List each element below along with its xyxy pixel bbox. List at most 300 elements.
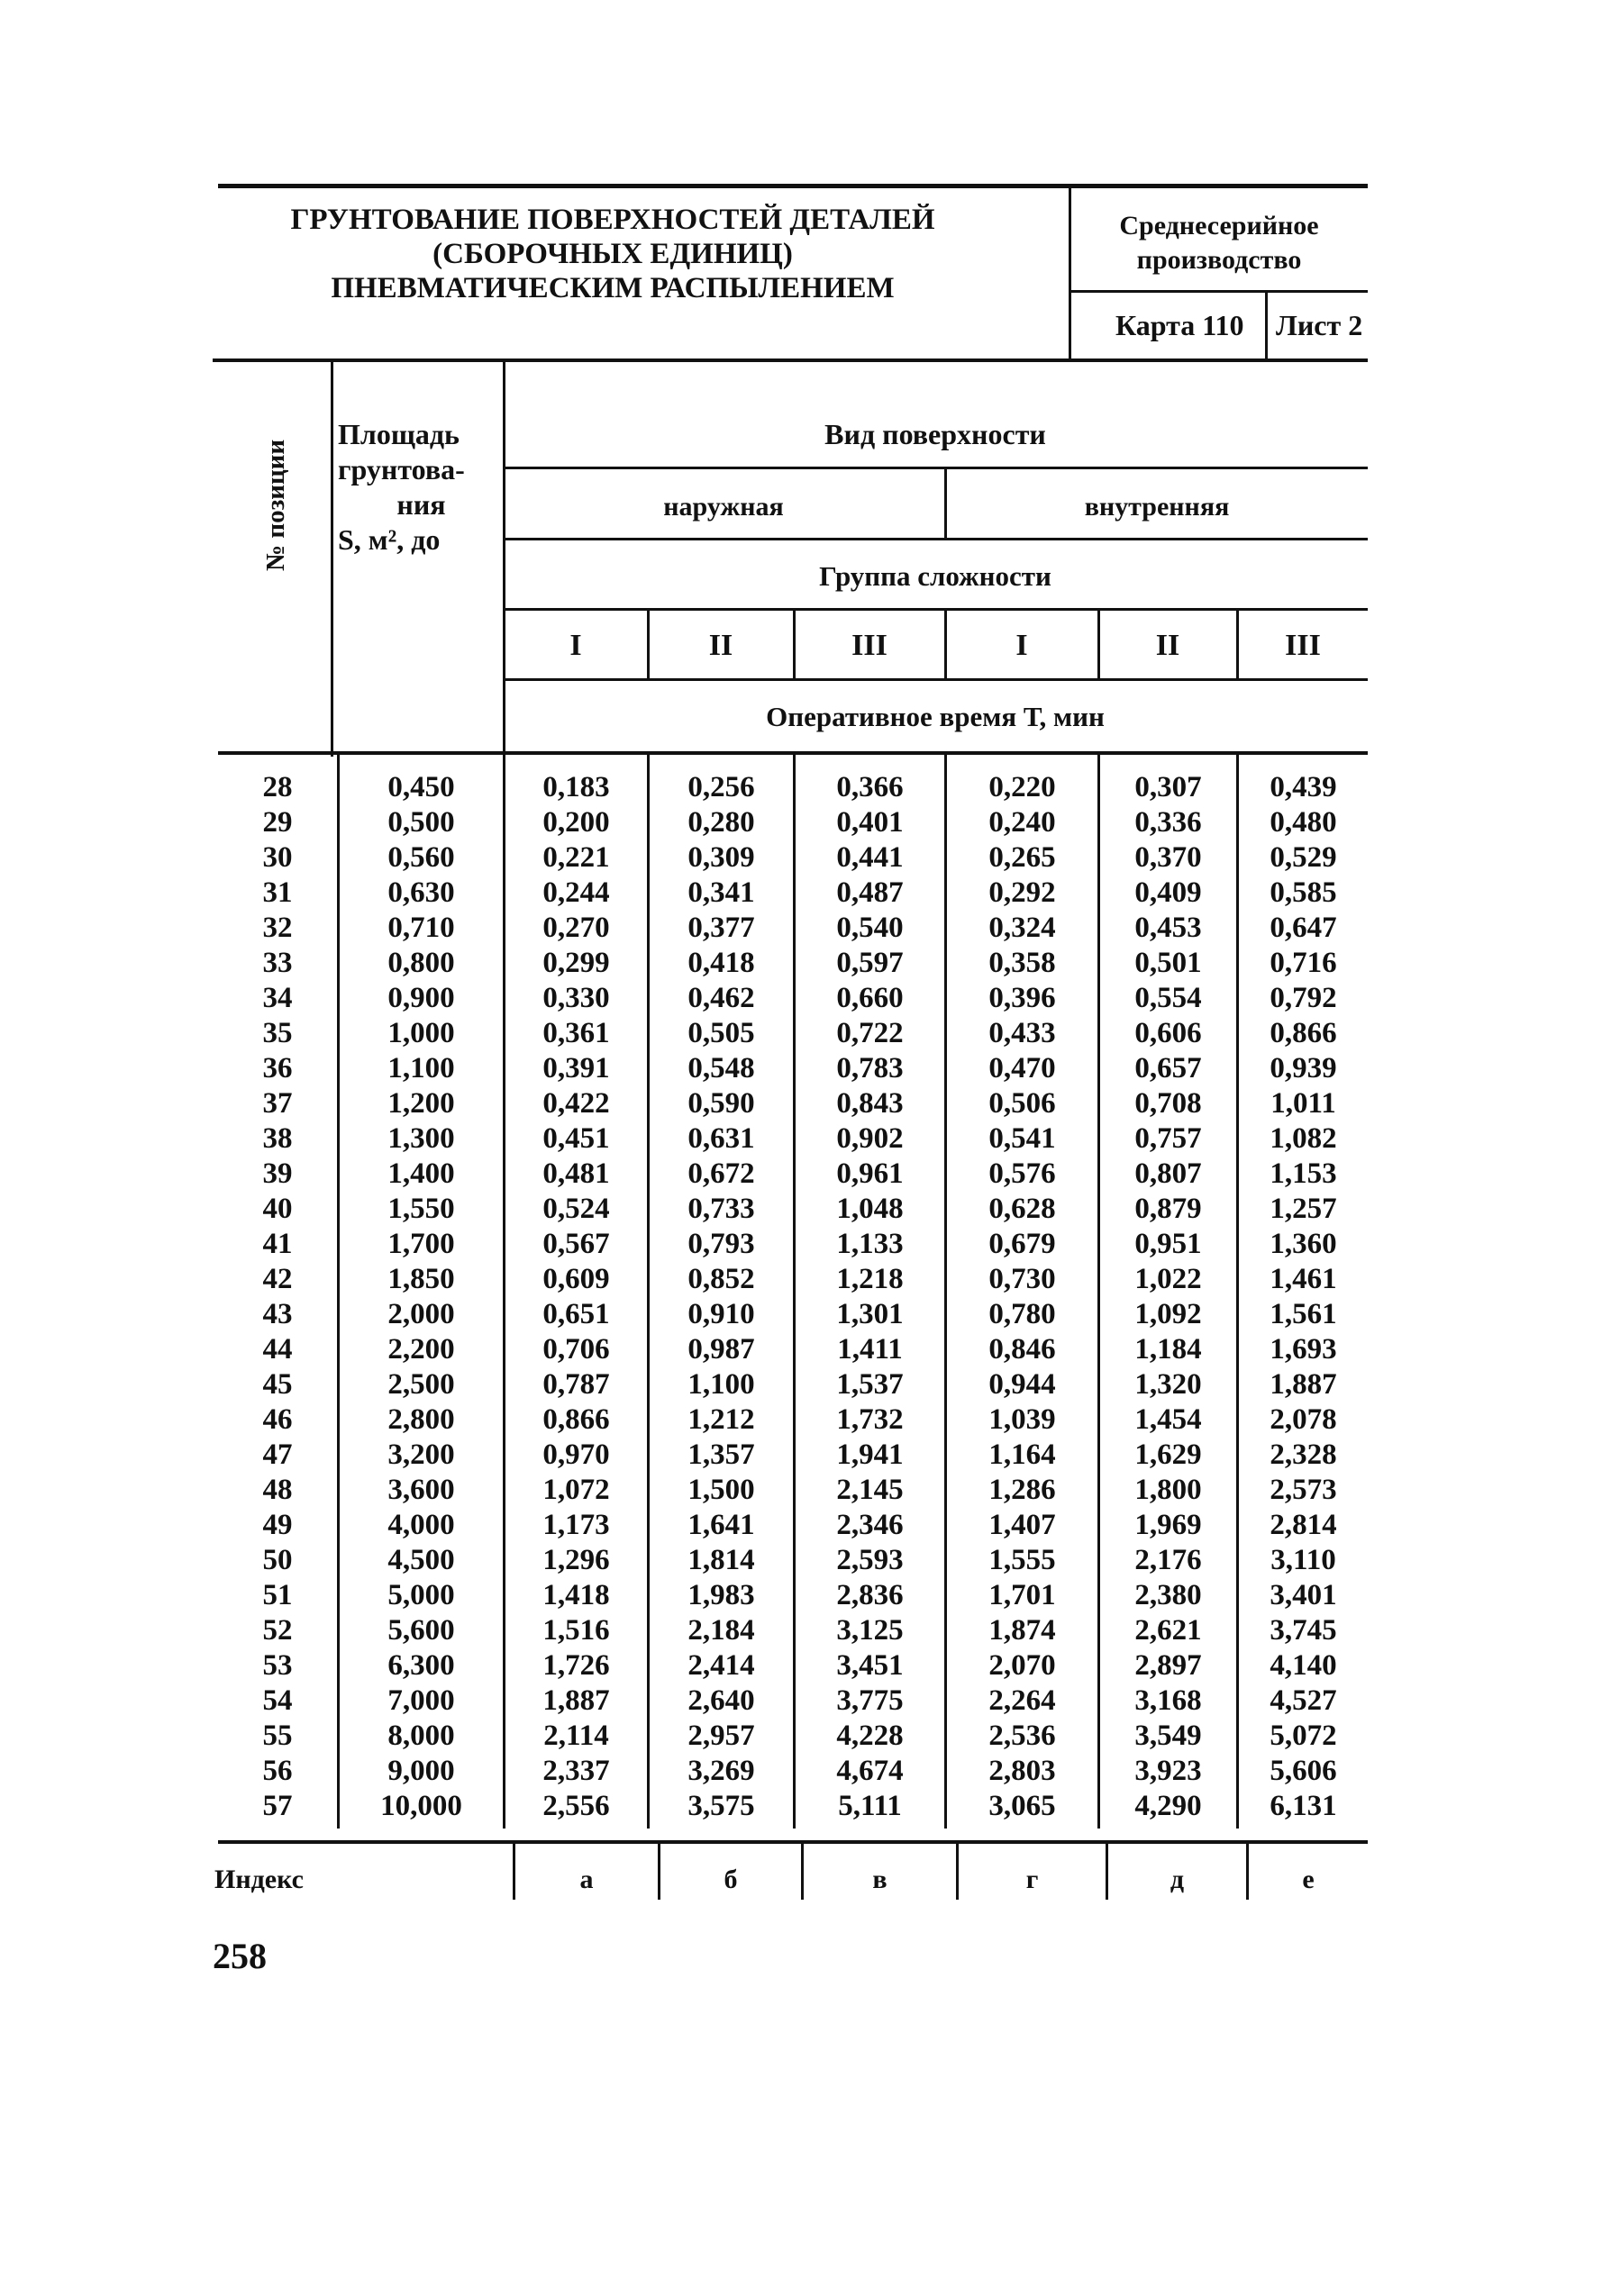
production-line-1: Среднесерийное — [1119, 211, 1319, 240]
cell-inner-ii: 1,022 — [1134, 1263, 1202, 1295]
cell-outer-ii: 1,983 — [687, 1579, 755, 1611]
cell-outer-ii: 1,500 — [687, 1474, 755, 1506]
cell-outer-i: 0,706 — [542, 1333, 610, 1366]
title-line-3: ПНЕВМАТИЧЕСКИМ РАСПЫЛЕНИЕМ — [331, 272, 895, 304]
cell-outer-i: 0,866 — [542, 1403, 610, 1436]
cell-area: 9,000 — [387, 1755, 455, 1787]
top-rule — [218, 184, 1368, 188]
cell-inner-iii: 3,401 — [1270, 1579, 1337, 1611]
cell-outer-ii: 0,590 — [687, 1087, 755, 1120]
cell-inner-iii: 5,072 — [1270, 1720, 1337, 1752]
cell-position: 55 — [262, 1720, 293, 1752]
cell-outer-ii: 0,418 — [687, 947, 755, 979]
cell-area: 7,000 — [387, 1684, 455, 1717]
cell-inner-i: 2,803 — [988, 1755, 1056, 1787]
col-divider-position — [331, 360, 333, 757]
cell-area: 3,200 — [387, 1438, 455, 1471]
table-row — [0, 1016, 1602, 1051]
cell-area: 0,630 — [387, 876, 455, 909]
cell-area: 8,000 — [387, 1720, 455, 1752]
cell-outer-iii: 4,228 — [836, 1720, 904, 1752]
cell-inner-ii: 3,923 — [1134, 1755, 1202, 1787]
cell-outer-iii: 0,722 — [836, 1017, 904, 1049]
cell-inner-i: 1,164 — [988, 1438, 1056, 1471]
cell-outer-iii: 1,218 — [836, 1263, 904, 1295]
cell-area: 2,000 — [387, 1298, 455, 1330]
group-header-outer-ii: II — [708, 629, 733, 662]
cell-position: 40 — [262, 1193, 293, 1225]
sheet-number: Лист 2 — [1276, 309, 1363, 341]
cell-inner-ii: 1,320 — [1134, 1368, 1202, 1401]
cell-outer-ii: 0,548 — [687, 1052, 755, 1084]
cell-inner-ii: 1,969 — [1134, 1509, 1202, 1541]
cell-outer-ii: 1,814 — [687, 1544, 755, 1576]
table-row — [0, 1121, 1602, 1157]
cell-inner-iii: 1,257 — [1270, 1193, 1337, 1225]
table-row — [0, 1578, 1602, 1613]
cell-outer-ii: 3,575 — [687, 1790, 755, 1822]
cell-outer-ii: 1,212 — [687, 1403, 755, 1436]
card-sheet-divider — [1265, 290, 1268, 360]
cell-outer-i: 0,609 — [542, 1263, 610, 1295]
cell-inner-i: 0,358 — [988, 947, 1056, 979]
cell-area: 1,850 — [387, 1263, 455, 1295]
cell-outer-i: 0,299 — [542, 947, 610, 979]
table-row — [0, 981, 1602, 1016]
cell-outer-i: 0,422 — [542, 1087, 610, 1120]
cell-outer-iii: 3,775 — [836, 1684, 904, 1717]
cell-inner-iii: 1,887 — [1270, 1368, 1337, 1401]
cell-outer-iii: 0,660 — [836, 982, 904, 1014]
cell-inner-i: 0,396 — [988, 982, 1056, 1014]
cell-area: 10,000 — [380, 1790, 462, 1822]
cell-inner-ii: 1,454 — [1134, 1403, 1202, 1436]
cell-outer-iii: 2,346 — [836, 1509, 904, 1541]
cell-outer-iii: 4,674 — [836, 1755, 904, 1787]
table-row — [0, 1192, 1602, 1227]
table-row — [0, 1297, 1602, 1332]
cell-inner-ii: 0,501 — [1134, 947, 1202, 979]
table-row — [0, 1648, 1602, 1683]
cell-inner-ii: 4,290 — [1134, 1790, 1202, 1822]
cell-position: 28 — [262, 771, 293, 803]
cell-outer-ii: 0,631 — [687, 1122, 755, 1155]
cell-inner-iii: 0,529 — [1270, 841, 1337, 874]
surface-type-header: Вид поверхности — [824, 418, 1046, 450]
cell-inner-iii: 4,140 — [1270, 1649, 1337, 1682]
table-row — [0, 1157, 1602, 1192]
cell-area: 1,000 — [387, 1017, 455, 1049]
cell-outer-i: 0,183 — [542, 771, 610, 803]
cell-inner-ii: 0,708 — [1134, 1087, 1202, 1120]
cell-inner-i: 0,628 — [988, 1193, 1056, 1225]
cell-inner-i: 2,264 — [988, 1684, 1056, 1717]
cell-outer-i: 0,567 — [542, 1228, 610, 1260]
cell-outer-ii: 1,641 — [687, 1509, 755, 1541]
cell-inner-ii: 0,370 — [1134, 841, 1202, 874]
cell-outer-ii: 0,733 — [687, 1193, 755, 1225]
cell-area: 0,560 — [387, 841, 455, 874]
cell-area: 4,000 — [387, 1509, 455, 1541]
cell-area: 1,700 — [387, 1228, 455, 1260]
table-row — [0, 1789, 1602, 1824]
area-line-3: ния — [396, 488, 446, 521]
cell-outer-ii: 0,505 — [687, 1017, 755, 1049]
cell-inner-i: 1,555 — [988, 1544, 1056, 1576]
group-header-inner-ii: II — [1155, 629, 1180, 662]
cell-inner-i: 0,470 — [988, 1052, 1056, 1084]
cell-outer-ii: 2,957 — [687, 1720, 755, 1752]
cell-position: 29 — [262, 806, 293, 839]
cell-outer-i: 1,173 — [542, 1509, 610, 1541]
cell-inner-iii: 3,110 — [1270, 1544, 1336, 1576]
table-row — [0, 1367, 1602, 1402]
cell-outer-i: 2,337 — [542, 1755, 610, 1787]
cell-outer-iii: 1,732 — [836, 1403, 904, 1436]
cell-inner-iii: 6,131 — [1270, 1790, 1337, 1822]
index-letter-f: е — [1302, 1865, 1315, 1894]
title-line-2: (СБОРОЧНЫХ ЕДИНИЦ) — [432, 238, 793, 270]
cell-inner-ii: 2,621 — [1134, 1614, 1202, 1647]
cell-inner-iii: 2,078 — [1270, 1403, 1337, 1436]
group-header-outer-i: I — [569, 629, 582, 662]
cell-outer-iii: 0,783 — [836, 1052, 904, 1084]
cell-area: 0,900 — [387, 982, 455, 1014]
table-row — [0, 911, 1602, 946]
cell-inner-i: 0,846 — [988, 1333, 1056, 1366]
cell-outer-ii: 0,987 — [687, 1333, 755, 1366]
outer-surface-header: наружная — [663, 492, 784, 522]
cell-area: 3,600 — [387, 1474, 455, 1506]
cell-inner-i: 0,730 — [988, 1263, 1056, 1295]
cell-outer-ii: 2,414 — [687, 1649, 755, 1682]
cell-outer-i: 1,296 — [542, 1544, 610, 1576]
cell-inner-i: 0,220 — [988, 771, 1056, 803]
cell-position: 47 — [262, 1438, 293, 1471]
cell-inner-iii: 4,527 — [1270, 1684, 1337, 1717]
table-row — [0, 1332, 1602, 1367]
cell-outer-iii: 2,145 — [836, 1474, 904, 1506]
cell-outer-i: 0,244 — [542, 876, 610, 909]
cell-outer-iii: 0,366 — [836, 771, 904, 803]
cell-inner-iii: 2,573 — [1270, 1474, 1337, 1506]
table-row — [0, 946, 1602, 981]
table-row — [0, 840, 1602, 876]
cell-position: 46 — [262, 1403, 293, 1436]
cell-outer-ii: 1,100 — [687, 1368, 755, 1401]
cell-outer-i: 1,887 — [542, 1684, 610, 1717]
cell-inner-ii: 0,554 — [1134, 982, 1202, 1014]
table-row — [0, 1543, 1602, 1578]
cell-inner-ii: 0,757 — [1134, 1122, 1202, 1155]
cell-position: 33 — [262, 947, 293, 979]
cell-outer-i: 2,556 — [542, 1790, 610, 1822]
cell-inner-ii: 3,168 — [1134, 1684, 1202, 1717]
table-row — [0, 1683, 1602, 1719]
cell-inner-i: 0,506 — [988, 1087, 1056, 1120]
cell-outer-ii: 0,910 — [687, 1298, 755, 1330]
table-row — [0, 1262, 1602, 1297]
group-header-outer-iii: III — [851, 629, 887, 662]
cell-inner-ii: 0,879 — [1134, 1193, 1202, 1225]
cell-area: 4,500 — [387, 1544, 455, 1576]
cell-inner-ii: 2,380 — [1134, 1579, 1202, 1611]
cell-inner-iii: 1,153 — [1270, 1157, 1337, 1190]
index-rule — [218, 1840, 1368, 1844]
cell-outer-iii: 1,133 — [836, 1228, 904, 1260]
cell-outer-iii: 0,902 — [836, 1122, 904, 1155]
cell-inner-iii: 3,745 — [1270, 1614, 1337, 1647]
cell-inner-iii: 1,082 — [1270, 1122, 1337, 1155]
cell-inner-ii: 3,549 — [1134, 1720, 1202, 1752]
cell-inner-i: 2,070 — [988, 1649, 1056, 1682]
table-row — [0, 876, 1602, 911]
cell-position: 56 — [262, 1755, 293, 1787]
cell-position: 30 — [262, 841, 293, 874]
cell-outer-iii: 1,048 — [836, 1193, 904, 1225]
operative-time-header: Оперативное время Т, мин — [766, 701, 1105, 732]
cell-inner-ii: 0,409 — [1134, 876, 1202, 909]
cell-inner-i: 0,780 — [988, 1298, 1056, 1330]
cell-inner-iii: 1,461 — [1270, 1263, 1337, 1295]
cell-area: 2,200 — [387, 1333, 455, 1366]
cell-inner-ii: 1,800 — [1134, 1474, 1202, 1506]
cell-position: 42 — [262, 1263, 293, 1295]
cell-inner-i: 0,265 — [988, 841, 1056, 874]
index-letter-b: б — [724, 1865, 738, 1894]
table-row — [0, 805, 1602, 840]
index-label: Индекс — [214, 1865, 304, 1894]
cell-outer-iii: 3,125 — [836, 1614, 904, 1647]
cell-inner-ii: 0,606 — [1134, 1017, 1202, 1049]
cell-outer-i: 0,361 — [542, 1017, 610, 1049]
cell-inner-i: 0,433 — [988, 1017, 1056, 1049]
cell-outer-ii: 0,280 — [687, 806, 755, 839]
production-line-2: производство — [1136, 245, 1302, 275]
index-letter-c: в — [872, 1865, 887, 1894]
cell-outer-ii: 0,462 — [687, 982, 755, 1014]
cell-outer-i: 0,651 — [542, 1298, 610, 1330]
area-column-header — [338, 417, 505, 558]
cell-inner-iii: 0,439 — [1270, 771, 1337, 803]
cell-inner-iii: 1,561 — [1270, 1298, 1337, 1330]
cell-inner-i: 1,286 — [988, 1474, 1056, 1506]
cell-inner-iii: 0,716 — [1270, 947, 1337, 979]
cell-inner-iii: 0,866 — [1270, 1017, 1337, 1049]
cell-area: 5,000 — [387, 1579, 455, 1611]
cell-position: 37 — [262, 1087, 293, 1120]
cell-inner-ii: 1,184 — [1134, 1333, 1202, 1366]
cell-position: 49 — [262, 1509, 293, 1541]
cell-area: 2,500 — [387, 1368, 455, 1401]
cell-outer-ii: 0,793 — [687, 1228, 755, 1260]
cell-position: 50 — [262, 1544, 293, 1576]
group-header-inner-i: I — [1015, 629, 1028, 662]
index-letter-d: г — [1025, 1865, 1039, 1894]
cell-inner-i: 1,701 — [988, 1579, 1056, 1611]
cell-position: 52 — [262, 1614, 293, 1647]
cell-outer-ii: 0,309 — [687, 841, 755, 874]
cell-inner-ii: 0,657 — [1134, 1052, 1202, 1084]
cell-position: 43 — [262, 1298, 293, 1330]
cell-inner-iii: 0,939 — [1270, 1052, 1337, 1084]
cell-outer-ii: 2,640 — [687, 1684, 755, 1717]
table-row — [0, 1051, 1602, 1086]
cell-outer-i: 0,451 — [542, 1122, 610, 1155]
cell-outer-iii: 5,111 — [838, 1790, 902, 1822]
cell-inner-i: 1,407 — [988, 1509, 1056, 1541]
cell-area: 1,300 — [387, 1122, 455, 1155]
position-column-header: № позиции — [261, 439, 290, 571]
cell-position: 44 — [262, 1333, 293, 1366]
cell-inner-ii: 1,629 — [1134, 1438, 1202, 1471]
cell-inner-i: 0,541 — [988, 1122, 1056, 1155]
area-line-1: Площадь — [338, 418, 460, 450]
cell-inner-i: 0,324 — [988, 912, 1056, 944]
cell-position: 31 — [262, 876, 293, 909]
title-line-1: ГРУНТОВАНИЕ ПОВЕРХНОСТЕЙ ДЕТАЛЕЙ — [290, 204, 935, 236]
cell-inner-iii: 0,647 — [1270, 912, 1337, 944]
cell-outer-i: 0,221 — [542, 841, 610, 874]
cell-outer-i: 2,114 — [543, 1720, 609, 1752]
cell-position: 48 — [262, 1474, 293, 1506]
cell-outer-iii: 2,836 — [836, 1579, 904, 1611]
table-row — [0, 1613, 1602, 1648]
cell-inner-ii: 1,092 — [1134, 1298, 1202, 1330]
header-bottom-rule — [213, 358, 1368, 362]
cell-area: 0,450 — [387, 771, 455, 803]
table-row — [0, 1438, 1602, 1473]
cell-position: 38 — [262, 1122, 293, 1155]
cell-inner-ii: 0,453 — [1134, 912, 1202, 944]
cell-outer-ii: 0,256 — [687, 771, 755, 803]
table-row — [0, 1754, 1602, 1789]
surface-side-rule — [503, 538, 1368, 540]
production-type — [1070, 209, 1368, 277]
cell-inner-iii: 1,011 — [1270, 1087, 1336, 1120]
cell-position: 45 — [262, 1368, 293, 1401]
cell-outer-i: 0,524 — [542, 1193, 610, 1225]
cell-inner-ii: 2,897 — [1134, 1649, 1202, 1682]
cell-area: 6,300 — [387, 1649, 455, 1682]
cell-area: 0,710 — [387, 912, 455, 944]
table-row — [0, 1402, 1602, 1438]
cell-position: 51 — [262, 1579, 293, 1611]
cell-outer-ii: 0,852 — [687, 1263, 755, 1295]
cell-area: 1,400 — [387, 1157, 455, 1190]
cell-outer-iii: 0,597 — [836, 947, 904, 979]
cell-inner-ii: 0,307 — [1134, 771, 1202, 803]
cell-inner-iii: 2,328 — [1270, 1438, 1337, 1471]
cell-outer-i: 0,787 — [542, 1368, 610, 1401]
page-number: 258 — [213, 1936, 267, 1976]
cell-inner-i: 1,874 — [988, 1614, 1056, 1647]
cell-position: 57 — [262, 1790, 293, 1822]
cell-outer-iii: 1,537 — [836, 1368, 904, 1401]
cell-inner-ii: 0,807 — [1134, 1157, 1202, 1190]
cell-position: 34 — [262, 982, 293, 1014]
complexity-group-header: Группа сложности — [819, 560, 1051, 592]
cell-area: 1,100 — [387, 1052, 455, 1084]
cell-area: 0,800 — [387, 947, 455, 979]
cell-outer-ii: 0,672 — [687, 1157, 755, 1190]
cell-inner-ii: 0,951 — [1134, 1228, 1202, 1260]
cell-outer-iii: 1,411 — [837, 1333, 903, 1366]
cell-outer-ii: 0,341 — [687, 876, 755, 909]
surface-type-rule — [503, 467, 1368, 469]
cell-inner-iii: 2,814 — [1270, 1509, 1337, 1541]
table-row — [0, 1508, 1602, 1543]
cell-outer-i: 1,516 — [542, 1614, 610, 1647]
cell-position: 36 — [262, 1052, 293, 1084]
cell-outer-iii: 0,961 — [836, 1157, 904, 1190]
cell-outer-ii: 1,357 — [687, 1438, 755, 1471]
cell-inner-iii: 1,360 — [1270, 1228, 1337, 1260]
card-rule — [1070, 290, 1368, 293]
index-letter-e: д — [1170, 1865, 1185, 1894]
cell-area: 0,500 — [387, 806, 455, 839]
cell-outer-i: 0,200 — [542, 806, 610, 839]
cell-inner-i: 0,292 — [988, 876, 1056, 909]
cell-position: 54 — [262, 1684, 293, 1717]
cell-inner-iii: 1,693 — [1270, 1333, 1337, 1366]
cell-area: 2,800 — [387, 1403, 455, 1436]
cell-outer-iii: 2,593 — [836, 1544, 904, 1576]
cell-outer-ii: 3,269 — [687, 1755, 755, 1787]
cell-outer-ii: 2,184 — [687, 1614, 755, 1647]
cell-position: 35 — [262, 1017, 293, 1049]
cell-inner-iii: 0,792 — [1270, 982, 1337, 1014]
cell-outer-i: 1,726 — [542, 1649, 610, 1682]
cell-inner-i: 0,240 — [988, 806, 1056, 839]
cell-outer-i: 0,330 — [542, 982, 610, 1014]
cell-inner-iii: 0,480 — [1270, 806, 1337, 839]
index-letter-a: а — [579, 1865, 594, 1894]
cell-outer-i: 0,481 — [542, 1157, 610, 1190]
cell-outer-i: 0,270 — [542, 912, 610, 944]
cell-inner-ii: 0,336 — [1134, 806, 1202, 839]
cell-inner-iii: 0,585 — [1270, 876, 1337, 909]
table-row — [0, 1227, 1602, 1262]
cell-inner-i: 0,576 — [988, 1157, 1056, 1190]
cell-inner-i: 0,679 — [988, 1228, 1056, 1260]
table-row — [0, 770, 1602, 805]
cell-inner-i: 3,065 — [988, 1790, 1056, 1822]
cell-outer-iii: 0,401 — [836, 806, 904, 839]
cell-outer-i: 1,418 — [542, 1579, 610, 1611]
cell-outer-iii: 0,843 — [836, 1087, 904, 1120]
cell-inner-iii: 5,606 — [1270, 1755, 1337, 1787]
cell-outer-iii: 1,941 — [836, 1438, 904, 1471]
cell-inner-i: 2,536 — [988, 1720, 1056, 1752]
cell-outer-iii: 0,441 — [836, 841, 904, 874]
card-number: Карта 110 — [1115, 309, 1244, 341]
cell-position: 53 — [262, 1649, 293, 1682]
cell-inner-i: 1,039 — [988, 1403, 1056, 1436]
area-line-2: грунтова- — [338, 453, 465, 486]
table-row — [0, 1086, 1602, 1121]
cell-outer-i: 0,970 — [542, 1438, 610, 1471]
cell-inner-ii: 2,176 — [1134, 1544, 1202, 1576]
cell-position: 32 — [262, 912, 293, 944]
cell-outer-ii: 0,377 — [687, 912, 755, 944]
cell-inner-i: 0,944 — [988, 1368, 1056, 1401]
cell-outer-iii: 0,487 — [836, 876, 904, 909]
inner-surface-header: внутренняя — [1084, 492, 1230, 522]
area-line-4: S, м², до — [338, 523, 441, 556]
table-row — [0, 1473, 1602, 1508]
cell-outer-i: 1,072 — [542, 1474, 610, 1506]
